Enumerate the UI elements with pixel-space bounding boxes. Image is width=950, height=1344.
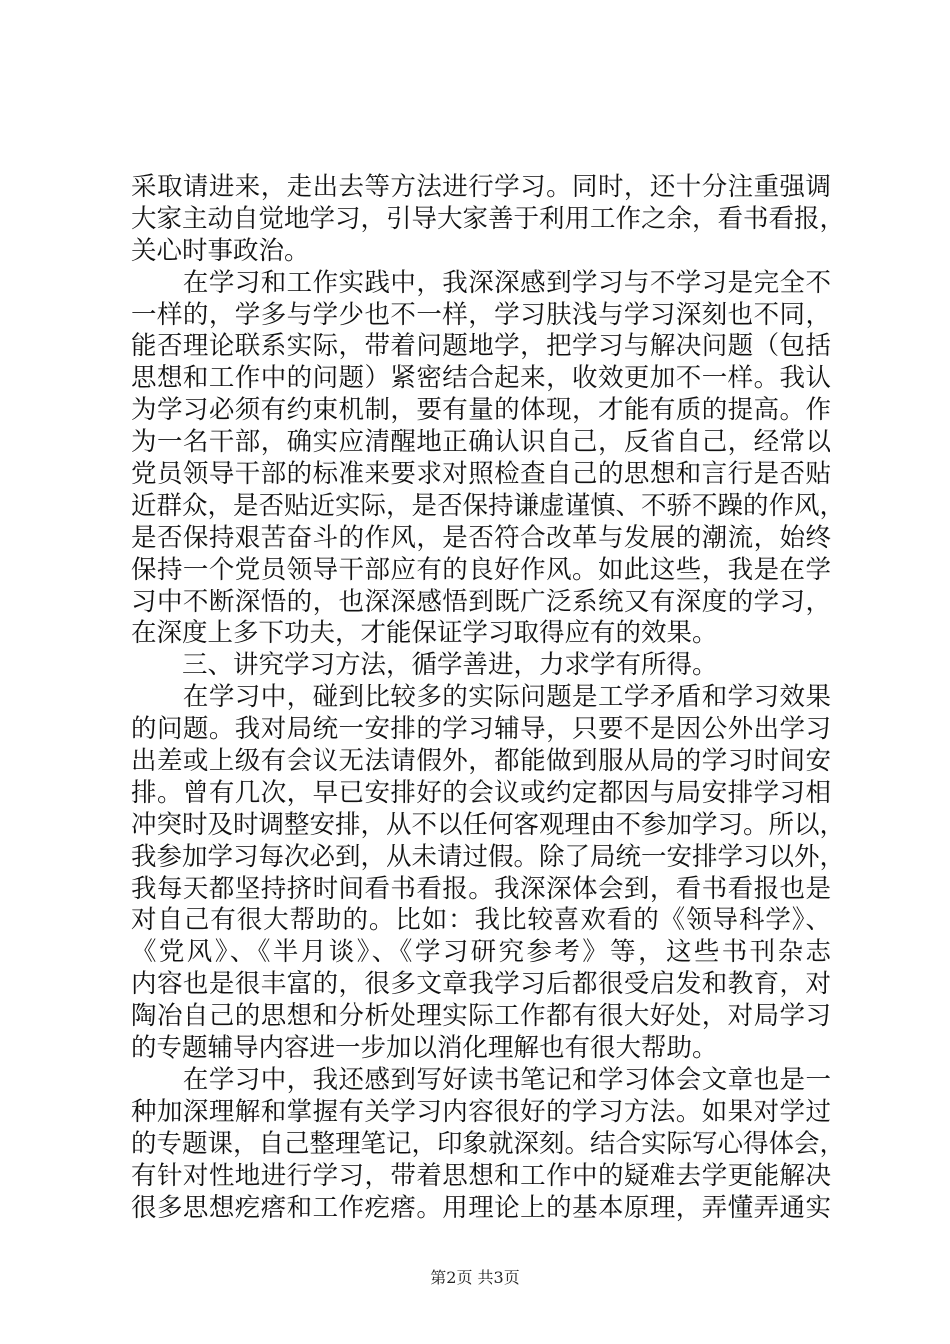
text-line: 《党风》、《半月谈》、《学习研究参考》等，这些书刊杂志 bbox=[131, 937, 831, 968]
text-line: 很多思想疙瘩和工作疙瘩。用理论上的基本原理，弄懂弄通实 bbox=[131, 1192, 831, 1223]
text-line: 关心时事政治。 bbox=[131, 235, 310, 266]
text-line: 的问题。我对局统一安排的学习辅导，只要不是因公外出学习 bbox=[131, 714, 831, 745]
text-line: 能否理论联系实际，带着问题地学，把学习与解决问题（包括 bbox=[131, 331, 831, 362]
text-line: 为一名干部，确实应清醒地正确认识自己，反省自己，经常以 bbox=[131, 427, 831, 458]
text-line: 陶冶自己的思想和分析处理实际工作都有很大好处，对局学习 bbox=[131, 1001, 831, 1032]
text-line: 内容也是很丰富的，很多文章我学习后都很受启发和教育，对 bbox=[131, 969, 831, 1000]
text-line: 一样的，学多与学少也不一样，学习肤浅与学习深刻也不同， bbox=[131, 299, 831, 330]
body-text bbox=[131, 172, 846, 1224]
text-line: 的专题辅导内容进一步加以消化理解也有很大帮助。 bbox=[131, 1033, 718, 1064]
text-line: 出差或上级有会议无法请假外，都能做到服从局的学习时间安 bbox=[131, 746, 831, 777]
text-line: 党员领导干部的标准来要求对照检查自己的思想和言行是否贴 bbox=[131, 459, 831, 490]
text-line: 是否保持艰苦奋斗的作风，是否符合改革与发展的潮流，始终 bbox=[131, 522, 831, 553]
text-line: 大家主动自觉地学习，引导大家善于利用工作之余，看书看报， bbox=[131, 203, 846, 234]
text-line: 排。曾有几次，早已安排好的会议或约定都因与局安排学习相 bbox=[131, 777, 831, 808]
text-line: 保持一个党员领导干部应有的良好作风。如此这些，我是在学 bbox=[131, 554, 831, 585]
text-line: 采取请进来，走出去等方法进行学习。同时，还十分注重强调 bbox=[131, 172, 831, 202]
text-line: 我每天都坚持挤时间看书看报。我深深体会到，看书看报也是 bbox=[131, 873, 831, 904]
page-footer: 第2页 共3页 bbox=[430, 1268, 520, 1287]
text-line: 三、讲究学习方法，循学善进，力求学有所得。 bbox=[131, 650, 718, 681]
text-line: 近群众，是否贴近实际，是否保持谦虚谨慎、不骄不躁的作风， bbox=[131, 490, 846, 521]
text-line: 习中不断深悟的，也深深感悟到既广泛系统又有深度的学习， bbox=[131, 586, 831, 617]
text-line: 种加深理解和掌握有关学习内容很好的学习方法。如果对学过 bbox=[131, 1096, 831, 1127]
text-line: 为学习必须有约束机制，要有量的体现，才能有质的提高。作 bbox=[131, 395, 831, 426]
text-line: 冲突时及时调整安排，从不以任何客观理由不参加学习。所以， bbox=[131, 809, 846, 840]
text-line: 在学习中，碰到比较多的实际问题是工学矛盾和学习效果 bbox=[131, 682, 831, 713]
text-line: 在学习和工作实践中，我深深感到学习与不学习是完全不 bbox=[131, 267, 831, 298]
text-line: 的专题课，自己整理笔记，印象就深刻。结合实际写心得体会， bbox=[131, 1128, 846, 1159]
text-line: 我参加学习每次必到，从未请过假。除了局统一安排学习以外， bbox=[131, 841, 846, 872]
text-line: 在学习中，我还感到写好读书笔记和学习体会文章也是一 bbox=[131, 1064, 831, 1095]
text-line: 在深度上多下功夫，才能保证学习取得应有的效果。 bbox=[131, 618, 718, 649]
text-line: 有针对性地进行学习，带着思想和工作中的疑难去学更能解决 bbox=[131, 1160, 831, 1191]
text-line: 对自己有很大帮助的。比如：我比较喜欢看的《领导科学》、 bbox=[131, 905, 831, 936]
text-line: 思想和工作中的问题）紧密结合起来，收效更加不一样。我认 bbox=[131, 363, 831, 394]
